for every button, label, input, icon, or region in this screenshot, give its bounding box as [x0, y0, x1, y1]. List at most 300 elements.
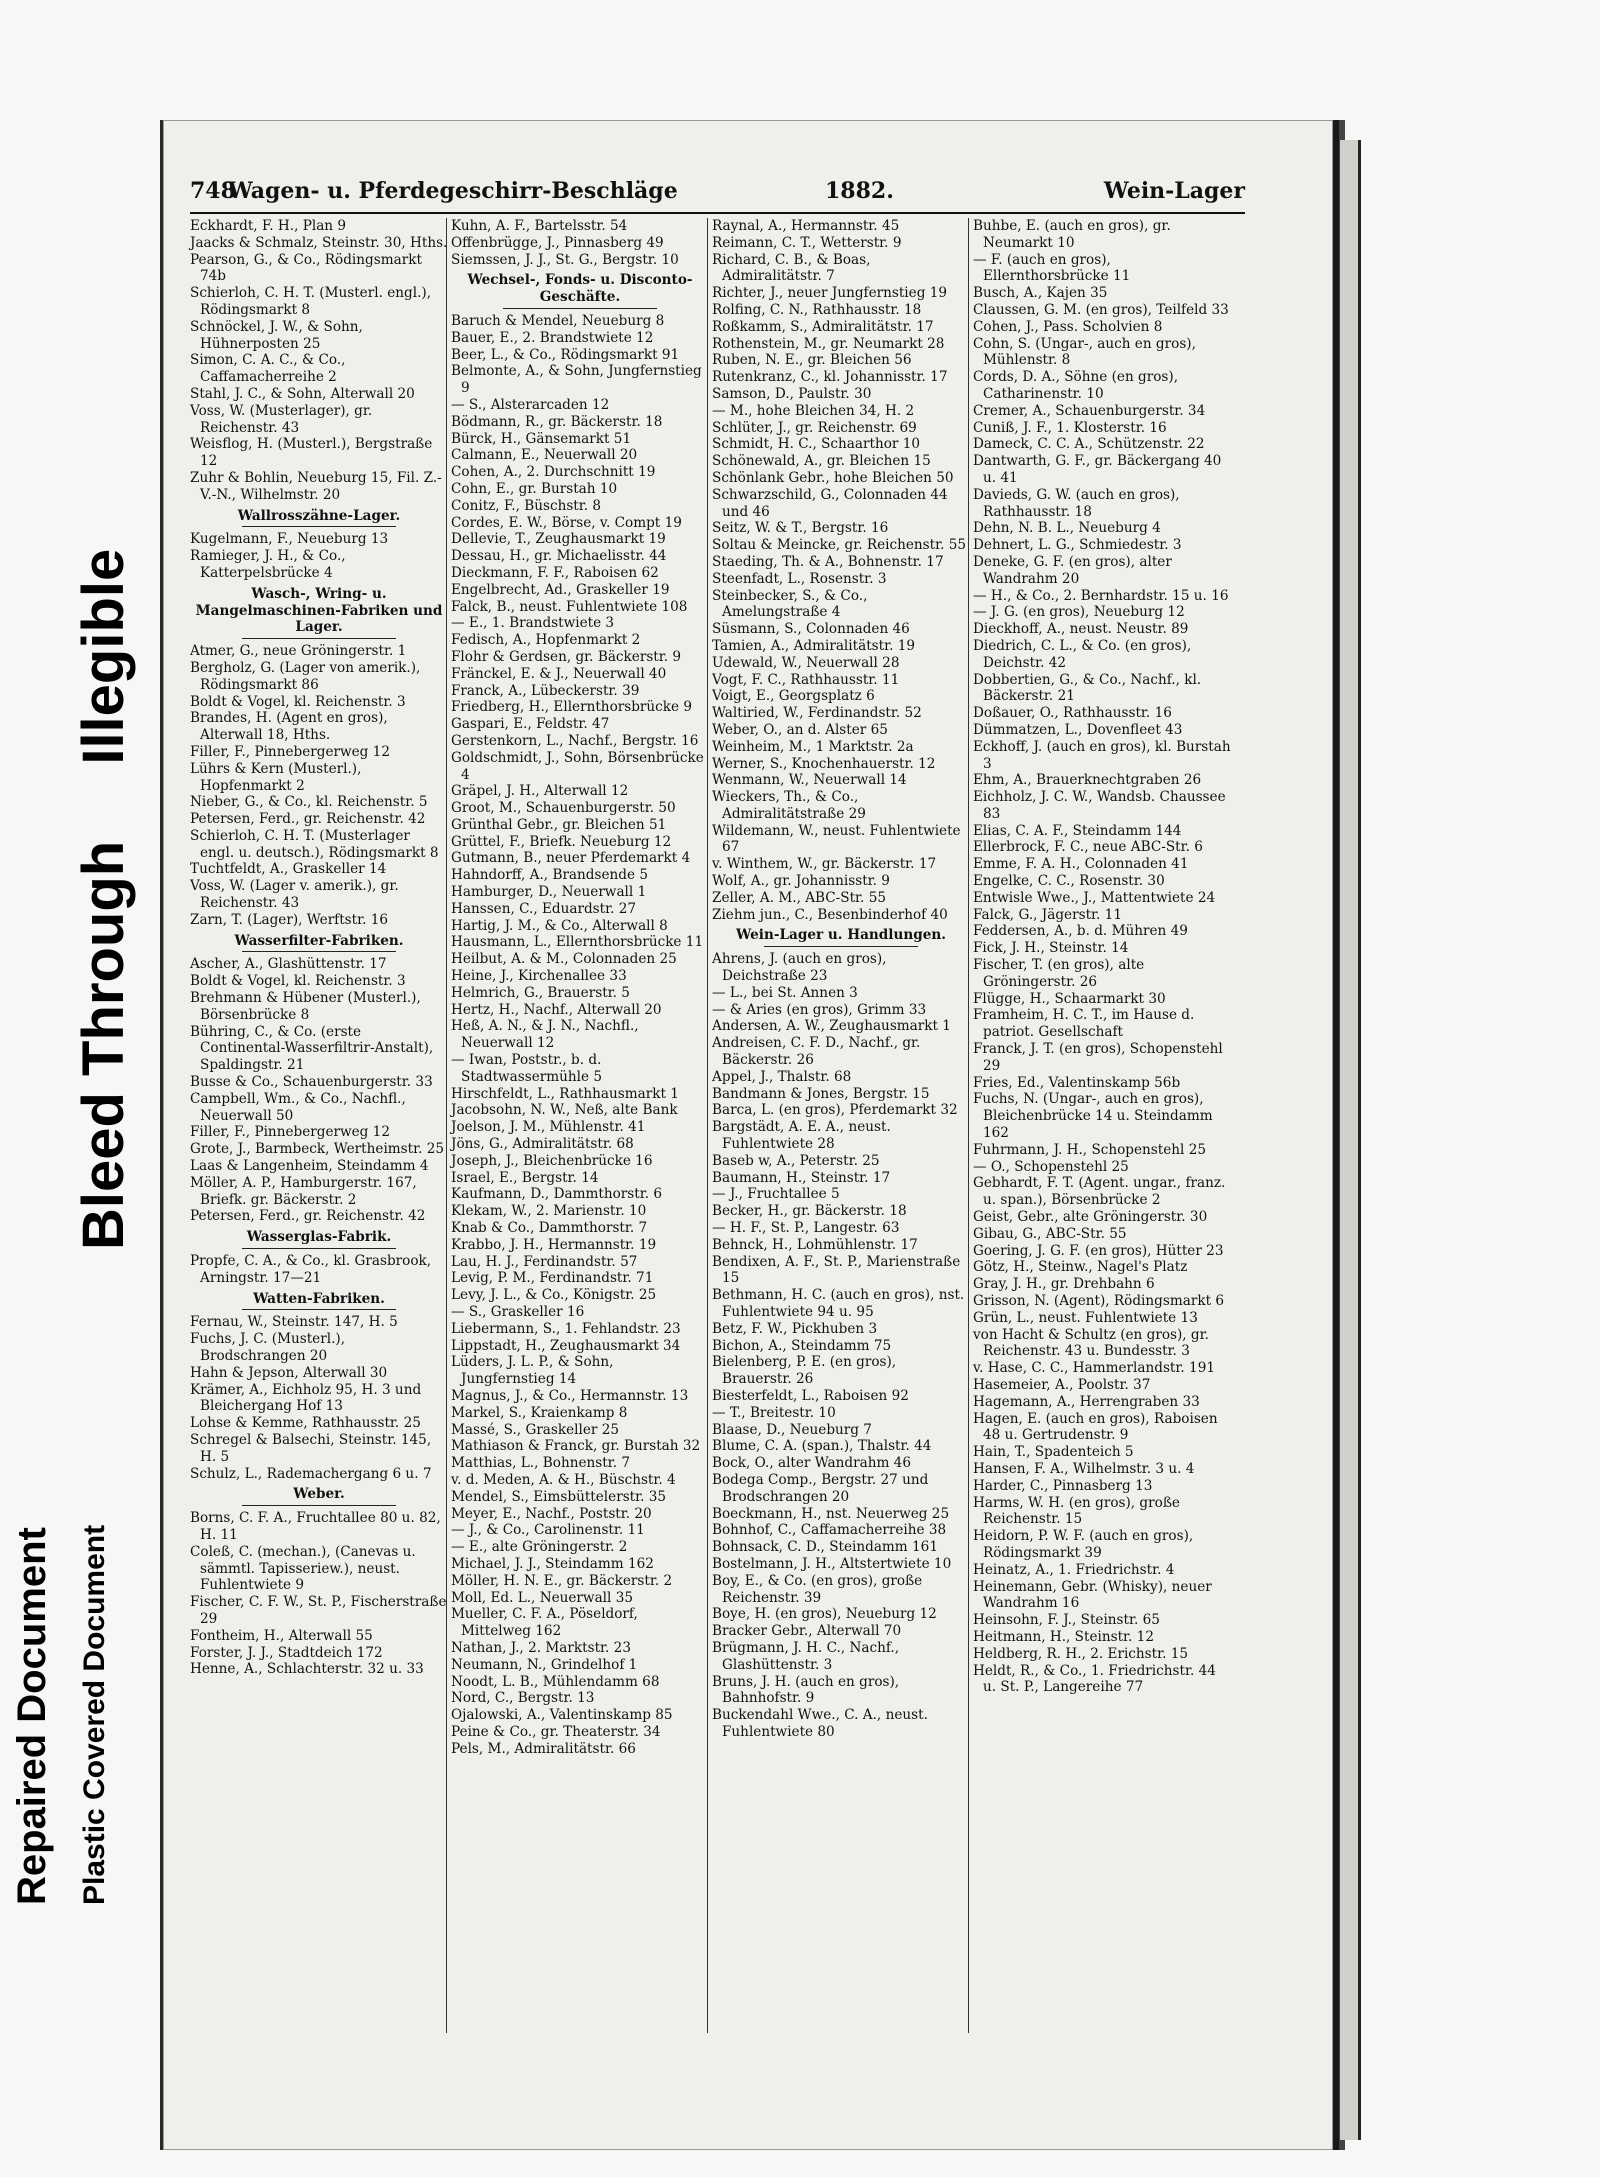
directory-entry: Boldt & Vogel, kl. Reichenstr. 3 — [190, 973, 406, 990]
directory-entry: v. Winthem, W., gr. Bäckerstr. 17 — [712, 856, 937, 873]
directory-entry: Filler, F., Pinnebergerweg 12 — [190, 743, 390, 760]
directory-entry: Filler, F., Pinnebergerweg 12 — [190, 1124, 390, 1141]
directory-entry: Schierloh, C. H. T. (Musterl. engl.), Rödingsmarkt 8 — [190, 285, 432, 318]
directory-entry: Behnck, H., Lohmühlenstr. 17 — [712, 1236, 918, 1253]
directory-entry: Petersen, Ferd., gr. Reichenstr. 42 — [190, 1208, 426, 1225]
directory-entry: Peine & Co., gr. Theaterstr. 34 — [451, 1723, 661, 1740]
directory-entry: Bodega Comp., Bergstr. 27 und Brodschrangen 20 — [712, 1471, 929, 1505]
directory-entry: Jaacks & Schmalz, Steinstr. 30, Hths. — [190, 234, 448, 251]
directory-entry: Neumann, N., Grindelhof 1 — [451, 1656, 638, 1673]
directory-entry: — S., Alsterarcaden 12 — [451, 396, 610, 413]
directory-entry: Joelson, J. M., Mühlenstr. 41 — [451, 1119, 646, 1136]
directory-entry: Heß, A. N., & J. N., Nachfl., Neuerwall 12 — [451, 1018, 639, 1052]
section-heading: Wasch-, Wring- u. Mangelmaschinen-Fabriken und Lager. — [195, 585, 443, 636]
directory-entry: Kugelmann, F., Neueburg 13 — [190, 531, 389, 548]
directory-entry: — & Aries (en gros), Grimm 33 — [712, 1001, 927, 1018]
directory-entry: — T., Breitestr. 10 — [712, 1404, 836, 1421]
directory-entry: Petersen, Ferd., gr. Reichenstr. 42 — [190, 811, 426, 828]
directory-entry: Fränckel, E. & J., Neuerwall 40 — [451, 665, 667, 682]
directory-entry: Schnöckel, J. W., & Sohn, Hühnerposten 25 — [190, 318, 363, 352]
section-heading: Wasserglas-Fabrik. — [246, 1229, 392, 1246]
directory-entry: Buhbe, E. (auch en gros), gr. Neumarkt 10 — [973, 218, 1171, 251]
directory-entry: Bühring, C., & Co. (erste Continental-Wasserfiltrir-Anstalt), Spaldingstr. 21 — [190, 1023, 434, 1074]
directory-entry: Roßkamm, S., Admiralitätstr. 17 — [712, 318, 934, 335]
directory-entry: Franck, A., Lübeckerstr. 39 — [451, 682, 640, 699]
section-heading: Wechsel-, Fonds- u. Disconto-Geschäfte. — [467, 272, 693, 306]
directory-entry: Diedrich, C. L., & Co. (en gros), Deichstr. 42 — [973, 637, 1192, 671]
directory-entry: Nathan, J., 2. Marktstr. 23 — [451, 1639, 631, 1656]
directory-entry: Rutenkranz, C., kl. Johannisstr. 17 — [712, 369, 948, 386]
directory-entry: Zarn, T. (Lager), Werftstr. 16 — [190, 911, 389, 928]
directory-entry: Tamien, A., Admiralitätstr. 19 — [712, 637, 916, 654]
directory-entry: Levy, J. L., & Co., Königstr. 25 — [451, 1287, 657, 1304]
directory-entry: Weinheim, M., 1 Marktstr. 2a — [712, 738, 914, 755]
directory-entry: Cords, D. A., Söhne (en gros), Catharinenstr. 10 — [973, 369, 1179, 402]
directory-entry: — J., & Co., Carolinenstr. 11 — [451, 1522, 645, 1539]
directory-entry: Liebermann, S., 1. Fehlandstr. 23 — [451, 1320, 681, 1337]
bleed-through-label — [70, 549, 137, 1250]
directory-entry: Bödmann, R., gr. Bäckerstr. 18 — [451, 413, 663, 430]
directory-entry: Groot, M., Schauenburgerstr. 50 — [451, 800, 676, 817]
directory-entry: Wenmann, W., Neuerwall 14 — [712, 772, 907, 789]
heading-rule — [242, 1248, 397, 1249]
directory-entry: Voigt, E., Georgsplatz 6 — [712, 688, 875, 705]
directory-entry: Feddersen, A., b. d. Mühren 49 — [973, 923, 1188, 940]
directory-entry: Fuchs, N. (Ungar-, auch en gros), Bleichenbrücke 14 u. Steindamm 162 — [973, 1091, 1213, 1142]
directory-entry: Noodt, L. B., Mühlendamm 68 — [451, 1673, 660, 1690]
heading-rule — [242, 526, 397, 527]
directory-entry: Eckhardt, F. H., Plan 9 — [190, 218, 347, 234]
directory-entry: Schwarzschild, G., Colonnaden 44 und 46 — [712, 486, 948, 520]
directory-entry: Hasemeier, A., Poolstr. 37 — [973, 1376, 1151, 1393]
directory-entry: Lau, H. J., Ferdinandstr. 57 — [451, 1253, 638, 1270]
directory-entry: Massé, S., Graskeller 25 — [451, 1421, 620, 1438]
directory-entry: Waltiried, W., Ferdinandstr. 52 — [712, 705, 922, 722]
directory-entry: Schierloh, C. H. T. (Musterlager engl. u. deutsch.), Rödingsmarkt 8 — [190, 827, 439, 861]
directory-entry: Harms, W. H. (en gros), große Reichenstr. 15 — [973, 1494, 1180, 1528]
directory-entry: Gaspari, E., Feldstr. 47 — [451, 716, 610, 733]
directory-entry: — S., Graskeller 16 — [451, 1304, 585, 1320]
directory-entry: Dameck, C. C. A., Schützenstr. 22 — [973, 436, 1205, 453]
directory-entry: Boy, E., & Co. (en gros), große Reichenstr. 39 — [712, 1572, 923, 1606]
directory-entry: Weber, O., an d. Alster 65 — [712, 721, 888, 738]
directory-entry: Beer, L., & Co., Rödingsmarkt 91 — [451, 346, 680, 363]
directory-entry: Hausmann, L., Ellernthorsbrücke 11 — [451, 934, 704, 951]
directory-entry: Elias, C. A. F., Steindamm 144 — [973, 822, 1182, 839]
directory-entry: Ehm, A., Brauerknechtgraben 26 — [973, 772, 1202, 789]
directory-entry: Harder, C., Pinnasberg 13 — [973, 1477, 1153, 1494]
directory-entry: Zeller, A. M., ABC-Str. 55 — [712, 889, 886, 906]
directory-entry: Levig, P. M., Ferdinandstr. 71 — [451, 1270, 654, 1287]
directory-column-2 — [451, 218, 709, 1758]
directory-entry: Fick, J. H., Steinstr. 14 — [973, 940, 1129, 957]
directory-entry: Hain, T., Spadenteich 5 — [973, 1444, 1134, 1461]
directory-entry: Schregel & Balsechi, Steinstr. 145, H. 5 — [190, 1431, 432, 1465]
directory-entry: Richard, C. B., & Boas, Admiralitätstr. 7 — [712, 251, 871, 285]
directory-entry: Barca, L. (en gros), Pferdemarkt 32 — [712, 1102, 958, 1119]
directory-entry: Entwisle Wwe., J., Mattentwiete 24 — [973, 889, 1216, 906]
directory-entry: Andreisen, C. F. D., Nachf., gr. Bäckerstr. 26 — [712, 1035, 921, 1069]
directory-entry: Bergholz, G. (Lager von amerik.), Rödingsmarkt 86 — [190, 659, 421, 693]
directory-entry: Heilbut, A. & M., Colonnaden 25 — [451, 951, 677, 968]
directory-entry: Michael, J. J., Steindamm 162 — [451, 1555, 654, 1572]
directory-entry: Magnus, J., & Co., Hermannstr. 13 — [451, 1387, 689, 1404]
directory-entry: Dieckhoff, A., neust. Neustr. 89 — [973, 621, 1189, 638]
directory-entry: Baumann, H., Steinstr. 17 — [712, 1169, 891, 1186]
directory-entry: Voss, W. (Lager v. amerik.), gr. Reichenstr. 43 — [190, 878, 399, 912]
directory-entry: Laas & Langenheim, Steindamm 4 — [190, 1158, 429, 1175]
directory-entry: Franck, J. T. (en gros), Schopenstehl 29 — [973, 1041, 1223, 1074]
directory-entry: Götz, H., Steinw., Nagel's Platz — [973, 1259, 1188, 1276]
directory-entry: Fischer, T. (en gros), alte Gröningerstr. 26 — [973, 957, 1145, 990]
directory-entry: Meyer, E., Nachf., Poststr. 20 — [451, 1505, 652, 1522]
directory-entry: Wolf, A., gr. Johannisstr. 9 — [712, 873, 890, 890]
directory-entry: Dehnert, L. G., Schmiedestr. 3 — [973, 537, 1182, 554]
directory-entry: Dantwarth, G. F., gr. Bäckergang 40 u. 41 — [973, 453, 1222, 486]
directory-entry: Grisson, N. (Agent), Rödingsmarkt 6 — [973, 1293, 1224, 1309]
section-title-right: Wein-Lager — [1103, 178, 1245, 204]
directory-entry: Lohse & Kemme, Rathhausstr. 25 — [190, 1415, 421, 1432]
bleed-through-text: Bleed Through — [71, 840, 136, 1250]
heading-rule — [242, 951, 397, 952]
directory-entry: Hamburger, D., Neuerwall 1 — [451, 884, 647, 901]
directory-entry: Fuchs, J. C. (Musterl.), Brodschrangen 20 — [190, 1331, 346, 1364]
directory-entry: Matthias, L., Bohnenstr. 7 — [451, 1455, 630, 1472]
heading-rule — [242, 638, 397, 639]
directory-entry: — O., Schopenstehl 25 — [973, 1158, 1129, 1175]
directory-entry: Heinemann, Gebr. (Whisky), neuer Wandrahm 16 — [973, 1578, 1212, 1612]
heading-rule — [242, 1505, 397, 1506]
directory-entry: Markel, S., Kraienkamp 8 — [451, 1404, 628, 1421]
directory-entry: Dellevie, T., Zeughausmarkt 19 — [451, 531, 666, 548]
directory-entry: Steenfadt, L., Rosenstr. 3 — [712, 570, 887, 587]
directory-entry: Appel, J., Thalstr. 68 — [712, 1068, 852, 1085]
directory-entry: Nord, C., Bergstr. 13 — [451, 1690, 595, 1707]
directory-column-1 — [190, 218, 448, 1678]
directory-entry: Gerstenkorn, L., Nachf., Bergstr. 16 — [451, 732, 699, 749]
directory-entry: Seitz, W. & T., Bergstr. 16 — [712, 520, 889, 537]
directory-entry: Brügmann, J. H. C., Nachf., Glashüttenstr. 3 — [712, 1639, 900, 1673]
directory-entry: Heinsohn, F. J., Steinstr. 65 — [973, 1612, 1160, 1629]
directory-entry: Lippstadt, H., Zeughausmarkt 34 — [451, 1337, 681, 1354]
directory-entry: Schlüter, J., gr. Reichenstr. 69 — [712, 419, 917, 436]
directory-entry: Blume, C. A. (span.), Thalstr. 44 — [712, 1438, 932, 1455]
directory-entry: Boeckmann, H., nst. Neuerweg 25 — [712, 1505, 950, 1522]
directory-entry: Engelke, C. C., Rosenstr. 30 — [973, 873, 1165, 890]
directory-entry: Möller, H. N. E., gr. Bäckerstr. 2 — [451, 1572, 673, 1589]
directory-entry: Fedisch, A., Hopfenmarkt 2 — [451, 632, 641, 649]
directory-entry: Steinbecker, S., & Co., Amelungstraße 4 — [712, 587, 868, 621]
directory-entry: Fries, Ed., Valentinskamp 56b — [973, 1074, 1181, 1091]
directory-entry: Udewald, W., Neuerwall 28 — [712, 654, 900, 671]
heading-rule — [503, 308, 658, 309]
directory-entry: Siemssen, J. J., St. G., Bergstr. 10 — [451, 251, 679, 268]
section-heading: Wein-Lager u. Handlungen. — [736, 927, 946, 944]
directory-entry: Forster, J. J., Stadtdeich 172 — [190, 1644, 383, 1661]
directory-entry: Hagemann, A., Herrengraben 33 — [973, 1393, 1200, 1410]
directory-entry: Hertz, H., Nachf., Alterwall 20 — [451, 1001, 662, 1018]
directory-entry: Cuniß, J. F., 1. Klosterstr. 16 — [973, 419, 1167, 436]
directory-entry: Heldberg, R. H., 2. Erichstr. 15 — [973, 1645, 1189, 1662]
directory-entry: Hartig, J. M., & Co., Alterwall 8 — [451, 917, 668, 934]
directory-entry: Staeding, Th. & A., Bohnenstr. 17 — [712, 553, 944, 570]
directory-entry: Atmer, G., neue Gröningerstr. 1 — [190, 643, 407, 660]
directory-entry: Busch, A., Kajen 35 — [973, 285, 1108, 302]
directory-entry: Krabbo, J. H., Hermannstr. 19 — [451, 1236, 657, 1253]
directory-entry: — M., hohe Bleichen 34, H. 2 — [712, 402, 915, 419]
directory-entry: Eckhoff, J. (auch en gros), kl. Burstah 3 — [973, 738, 1231, 772]
illegible-text: Illegible — [71, 548, 136, 765]
directory-entry: Ojalowski, A., Valentinskamp 85 — [451, 1707, 673, 1724]
directory-entry: Emme, F. A. H., Colonnaden 41 — [973, 856, 1189, 873]
directory-entry: Dehn, N. B. L., Neueburg 4 — [973, 520, 1161, 537]
directory-entry: Schmidt, H. C., Schaarthor 10 — [712, 436, 921, 453]
directory-entry: Conitz, F., Büschstr. 8 — [451, 497, 602, 514]
directory-entry: Israel, E., Bergstr. 14 — [451, 1169, 599, 1186]
directory-entry: Henne, A., Schlachterstr. 32 u. 33 — [190, 1661, 424, 1678]
directory-entry: Helmrich, G., Brauerstr. 5 — [451, 984, 630, 1001]
directory-entry: Rothenstein, M., gr. Neumarkt 28 — [712, 335, 945, 352]
directory-column-3 — [712, 218, 970, 1741]
directory-entry: Bruns, J. H. (auch en gros), Bahnhofstr. 9 — [712, 1673, 900, 1707]
directory-entry: Ahrens, J. (auch en gros), Deichstraße 23 — [712, 951, 887, 985]
directory-entry: Brehmann & Hübener (Musterl.), Börsenbrücke 8 — [190, 990, 421, 1023]
directory-entry: Campbell, Wm., & Co., Nachfl., Neuerwall 50 — [190, 1090, 406, 1124]
directory-entry: Eichholz, J. C. W., Wandsb. Chaussee 83 — [973, 789, 1226, 822]
directory-entry: Belmonte, A., & Sohn, Jungfernstieg 9 — [451, 363, 702, 397]
directory-entry: Coleß, C. (mechan.), (Canevas u. sämmtl. Tapisseriew.), neust. Fuhlentwiete 9 — [190, 1543, 416, 1594]
directory-entry: Hagen, E. (auch en gros), Raboisen 48 u. Gertrudenstr. 9 — [973, 1410, 1218, 1444]
directory-entry: Bielenberg, P. E. (en gros), Brauerstr. 26 — [712, 1354, 897, 1388]
directory-entry: Hansen, F. A., Wilhelmstr. 3 u. 4 — [973, 1460, 1195, 1477]
directory-entry: Möller, A. P., Hamburgerstr. 167, Briefk. gr. Bäckerstr. 2 — [190, 1174, 417, 1208]
directory-entry: Knab & Co., Dammthorstr. 7 — [451, 1220, 648, 1237]
directory-entry: Bargstädt, A. E. A., neust. Fuhlentwiete 28 — [712, 1119, 891, 1153]
directory-entry: Cohen, A., 2. Durchschnitt 19 — [451, 464, 656, 481]
directory-entry: Heitmann, H., Steinstr. 12 — [973, 1628, 1154, 1645]
directory-entry: Kaufmann, D., Dammthorstr. 6 — [451, 1186, 662, 1203]
directory-entry: Fernau, W., Steinstr. 147, H. 5 — [190, 1314, 398, 1331]
directory-entry: Pearson, G., & Co., Rödingsmarkt 74b — [190, 251, 422, 285]
directory-entry: Klekam, W., 2. Marienstr. 10 — [451, 1203, 647, 1220]
directory-entry: Schönewald, A., gr. Bleichen 15 — [712, 453, 931, 470]
directory-entry: Propfe, C. A., & Co., kl. Grasbrook, Arningstr. 17—21 — [190, 1253, 432, 1286]
directory-entry: — H. F., St. P., Langestr. 63 — [712, 1220, 900, 1237]
directory-entry: Boye, H. (en gros), Neueburg 12 — [712, 1606, 937, 1623]
heading-rule — [764, 946, 919, 947]
directory-entry: Werner, S., Knochenhauerstr. 12 — [712, 755, 936, 772]
directory-entry: Mueller, C. F. A., Pöseldorf, Mittelweg 162 — [451, 1606, 638, 1640]
directory-entry: Goering, J. G. F. (en gros), Hütter 23 — [973, 1242, 1224, 1259]
directory-entry: Jöns, G., Admiralitätstr. 68 — [451, 1136, 634, 1153]
directory-entry: Betz, F. W., Pickhuben 3 — [712, 1320, 878, 1337]
directory-entry: Reimann, C. T., Wetterstr. 9 — [712, 234, 902, 251]
directory-entry: Heldt, R., & Co., 1. Friedrichstr. 44 u. St. P., Langereihe 77 — [973, 1662, 1216, 1696]
directory-entry: Goldschmidt, J., Sohn, Börsenbrücke 4 — [451, 749, 704, 783]
directory-entry: Hirschfeldt, L., Rathhausmarkt 1 — [451, 1085, 679, 1102]
running-head — [190, 178, 1245, 212]
directory-entry: — F. (auch en gros), Ellernthorsbrücke 11 — [973, 251, 1131, 285]
directory-entry: — J. G. (en gros), Neueburg 12 — [973, 604, 1185, 621]
directory-entry: — H., & Co., 2. Bernhardstr. 15 u. 16 — [973, 587, 1229, 604]
directory-entry: Falck, B., neust. Fuhlentwiete 108 — [451, 598, 688, 615]
directory-entry: Flügge, H., Schaarmarkt 30 — [973, 990, 1166, 1007]
directory-entry: Ziehm jun., C., Besenbinderhof 40 — [712, 906, 948, 923]
directory-entry: Cordes, E. W., Börse, v. Compt 19 — [451, 514, 682, 531]
directory-entry: Grote, J., Barmbeck, Wertheimstr. 25 — [190, 1141, 445, 1158]
directory-entry: Baseb w, A., Peterstr. 25 — [712, 1152, 880, 1169]
directory-entry: v. Hase, C. C., Hammerlandstr. 191 — [973, 1360, 1215, 1377]
directory-entry: Cohen, J., Pass. Scholvien 8 — [973, 318, 1163, 335]
directory-entry: Ramieger, J. H., & Co., Katterpelsbrücke 4 — [190, 548, 346, 581]
section-heading: Watten-Fabriken. — [253, 1290, 385, 1307]
directory-entry: Bracker Gebr., Alterwall 70 — [712, 1623, 902, 1640]
directory-entry: Busse & Co., Schauenburgerstr. 33 — [190, 1074, 433, 1091]
directory-entry: Voss, W. (Musterlager), gr. Reichenstr. 43 — [190, 402, 373, 436]
directory-entry: Tuchtfeldt, A., Graskeller 14 — [190, 861, 387, 878]
directory-entry: Claussen, G. M. (en gros), Teilfeld 33 — [973, 301, 1229, 318]
directory-entry: Brandes, H. (Agent en gros), Alterwall 18, Hths. — [190, 710, 388, 744]
directory-entry: Mathiason & Franck, gr. Burstah 32 — [451, 1438, 701, 1455]
heading-rule — [242, 1309, 397, 1310]
directory-entry: Calmann, E., Neuerwall 20 — [451, 447, 638, 464]
directory-entry: Bichon, A., Steindamm 75 — [712, 1337, 892, 1354]
directory-entry: — E., 1. Brandstwiete 3 — [451, 615, 615, 632]
directory-entry: Blaase, D., Neueburg 7 — [712, 1421, 872, 1438]
directory-entry: Fuhrmann, J. H., Schopenstehl 25 — [973, 1141, 1207, 1158]
directory-entry: Becker, H., gr. Bäckerstr. 18 — [712, 1203, 907, 1220]
directory-entry: Flohr & Gerdsen, gr. Bäckerstr. 9 — [451, 648, 682, 665]
directory-entry: Fischer, C. F. W., St. P., Fischerstraße 29 — [190, 1594, 447, 1627]
directory-entry: Stahl, J. C., & Sohn, Alterwall 20 — [190, 385, 415, 402]
directory-entry: Pels, M., Admiralitätstr. 66 — [451, 1740, 636, 1757]
directory-entry: Zuhr & Bohlin, Neueburg 15, Fil. Z.-V.-N., Wilhelmstr. 20 — [190, 469, 442, 503]
directory-entry: Boldt & Vogel, kl. Reichenstr. 3 — [190, 693, 406, 710]
directory-entry: Grün, L., neust. Fuhlentwiete 13 — [973, 1309, 1198, 1326]
directory-entry: Gray, J. H., gr. Drehbahn 6 — [973, 1276, 1155, 1293]
directory-entry: Geist, Gebr., alte Gröningerstr. 30 — [973, 1209, 1208, 1226]
directory-entry: Borns, C. F. A., Fruchtallee 80 u. 82, H. 11 — [190, 1510, 441, 1543]
directory-column-4 — [973, 218, 1231, 1696]
page-number: 748 — [190, 178, 236, 204]
directory-entry: Hanssen, C., Eduardstr. 27 — [451, 900, 637, 917]
directory-entry: Baruch & Mendel, Neueburg 8 — [451, 312, 665, 329]
directory-entry: Doßauer, O., Rathhausstr. 16 — [973, 705, 1172, 722]
directory-entry: Friedberg, H., Ellernthorsbrücke 9 — [451, 699, 693, 716]
directory-entry: Gebhardt, F. T. (Agent. ungar., franz. u. span.), Börsenbrücke 2 — [973, 1175, 1226, 1209]
directory-entry: Andersen, A. W., Zeughausmarkt 1 — [712, 1018, 951, 1035]
directory-entry: Bohnsack, C. D., Steindamm 161 — [712, 1539, 938, 1556]
directory-entry: Simon, C. A. C., & Co., Caffamacherreihe 2 — [190, 352, 346, 386]
directory-entry: — E., alte Gröningerstr. 2 — [451, 1539, 628, 1556]
directory-entry: Dessau, H., gr. Michaelisstr. 44 — [451, 548, 667, 565]
directory-entry: Kuhn, A. F., Bartelsstr. 54 — [451, 218, 628, 234]
plastic-covered-label: Plastic Covered Document — [78, 1524, 111, 1905]
directory-entry: Rolfing, C. N., Rathhausstr. 18 — [712, 301, 922, 318]
directory-entry: Joseph, J., Bleichenbrücke 16 — [451, 1152, 653, 1169]
directory-entry: Framheim, H. C. T., im Hause d. patriot. Gesellschaft — [973, 1007, 1195, 1041]
directory-entry: Schönlank Gebr., hohe Bleichen 50 — [712, 469, 954, 486]
directory-entry: Davieds, G. W. (auch en gros), Rathhausstr. 18 — [973, 486, 1180, 520]
directory-entry: Gibau, G., ABC-Str. 55 — [973, 1225, 1127, 1242]
directory-entry: Lührs & Kern (Musterl.), Hopfenmarkt 2 — [190, 760, 362, 794]
directory-entry: Cohn, S. (Ungar-, auch en gros), Mühlenstr. 8 — [973, 335, 1196, 369]
directory-entry: v. d. Meden, A. & H., Büschstr. 4 — [451, 1471, 676, 1488]
directory-entry: Wildemann, W., neust. Fuhlentwiete 67 — [712, 822, 961, 856]
directory-entry: Bock, O., alter Wandrahm 46 — [712, 1455, 911, 1472]
directory-entry: von Hacht & Schultz (en gros), gr. Reichenstr. 43 u. Bundesstr. 3 — [973, 1326, 1209, 1360]
directory-entry: Heine, J., Kirchenallee 33 — [451, 968, 627, 985]
directory-entry: Dobbertien, G., & Co., Nachf., kl. Bäckerstr. 21 — [973, 671, 1202, 705]
directory-entry: Richter, J., neuer Jungfernstieg 19 — [712, 285, 948, 302]
directory-entry: Bauer, E., 2. Brandstwiete 12 — [451, 329, 654, 346]
directory-entry: — L., bei St. Annen 3 — [712, 984, 858, 1001]
directory-entry: Nieber, G., & Co., kl. Reichenstr. 5 — [190, 794, 428, 811]
directory-entry: Raynal, A., Hermannstr. 45 — [712, 218, 900, 234]
directory-entry: Gräpel, J. H., Alterwall 12 — [451, 783, 629, 800]
directory-entry: Falck, G., Jägerstr. 11 — [973, 906, 1122, 923]
directory-entry: Krämer, A., Eichholz 95, H. 3 und Bleichergang Hof 13 — [190, 1381, 422, 1415]
directory-entry: Cremer, A., Schauenburgerstr. 34 — [973, 402, 1206, 419]
directory-entry: Engelbrecht, Ad., Graskeller 19 — [451, 581, 670, 598]
directory-entry: Gutmann, B., neuer Pferdemarkt 4 — [451, 850, 691, 867]
directory-entry: Ellerbrock, F. C., neue ABC-Str. 6 — [973, 839, 1203, 856]
directory-entry: Grünthal Gebr., gr. Bleichen 51 — [451, 816, 667, 833]
directory-entry: Dieckmann, F. F., Raboisen 62 — [451, 564, 659, 581]
directory-entry: Bandmann & Jones, Bergstr. 15 — [712, 1085, 930, 1102]
directory-entry: Heidorn, P. W. F. (auch en gros), Rödingsmarkt 39 — [973, 1528, 1194, 1561]
directory-entry: Soltau & Meincke, gr. Reichenstr. 55 — [712, 537, 967, 554]
section-title-left: Wagen- u. Pferdegeschirr-Beschläge — [228, 178, 678, 204]
directory-entry: Weisflog, H. (Musterl.), Bergstraße 12 — [190, 436, 433, 470]
directory-entry: Deneke, G. F. (en gros), alter Wandrahm 20 — [973, 553, 1172, 587]
directory-entry: Lüders, J. L. P., & Sohn, Jungfernstieg 14 — [451, 1354, 614, 1388]
directory-entry: Schulz, L., Rademachergang 6 u. 7 — [190, 1465, 432, 1482]
directory-entry: Fontheim, H., Alterwall 55 — [190, 1627, 373, 1644]
directory-entry: Mendel, S., Eimsbüttelerstr. 35 — [451, 1488, 667, 1505]
directory-entry: Bürck, H., Gänsemarkt 51 — [451, 430, 632, 447]
year-label: 1882. — [825, 178, 894, 204]
directory-entry: Vogt, F. C., Rathhausstr. 11 — [712, 671, 900, 688]
section-heading: Wallrosszähne-Lager. — [237, 507, 401, 524]
section-heading: Weber. — [293, 1486, 345, 1503]
directory-entry: Moll, Ed. L., Neuerwall 35 — [451, 1589, 633, 1606]
directory-entry: — Iwan, Poststr., b. d. Stadtwassermühle 5 — [451, 1052, 603, 1085]
directory-entry: Buckendahl Wwe., C. A., neust. Fuhlentwiete 80 — [712, 1707, 928, 1740]
directory-entry: Bendixen, A. F., St. P., Marienstraße 15 — [712, 1253, 961, 1287]
directory-entry: Offenbrügge, J., Pinnasberg 49 — [451, 234, 664, 251]
header-rule — [190, 212, 1245, 214]
directory-entry: Hahn & Jepson, Alterwall 30 — [190, 1364, 388, 1381]
directory-entry: Jacobsohn, N. W., Neß, alte Bank — [451, 1102, 678, 1119]
directory-entry: Ruben, N. E., gr. Bleichen 56 — [712, 352, 912, 369]
directory-entry: Hahndorff, A., Brandsende 5 — [451, 867, 648, 884]
repaired-document-label: Repaired Document — [10, 1527, 54, 1905]
directory-entry: Süsmann, S., Colonnaden 46 — [712, 621, 910, 638]
directory-entry: Bostelmann, J. H., Altstertwiete 10 — [712, 1555, 952, 1572]
directory-entry: Bethmann, H. C. (auch en gros), nst. Fuhlentwiete 94 u. 95 — [712, 1287, 965, 1320]
directory-entry: Heinatz, A., 1. Friedrichstr. 4 — [973, 1561, 1175, 1578]
directory-entry: Grüttel, F., Briefk. Neueburg 12 — [451, 833, 672, 850]
directory-entry: Bohnhof, C., Caffamacherreihe 38 — [712, 1522, 947, 1539]
directory-entry: Cohn, E., gr. Burstah 10 — [451, 480, 618, 497]
directory-entry: Ascher, A., Glashüttenstr. 17 — [190, 956, 387, 973]
directory-entry: Biesterfeldt, L., Raboisen 92 — [712, 1387, 909, 1404]
directory-entry: Wieckers, Th., & Co., Admiralitätstraße 29 — [712, 789, 866, 822]
directory-entry: Dümmatzen, L., Dovenfleet 43 — [973, 721, 1183, 738]
directory-entry: Samson, D., Paulstr. 30 — [712, 385, 872, 402]
section-heading: Wasserfilter-Fabriken. — [234, 932, 404, 949]
